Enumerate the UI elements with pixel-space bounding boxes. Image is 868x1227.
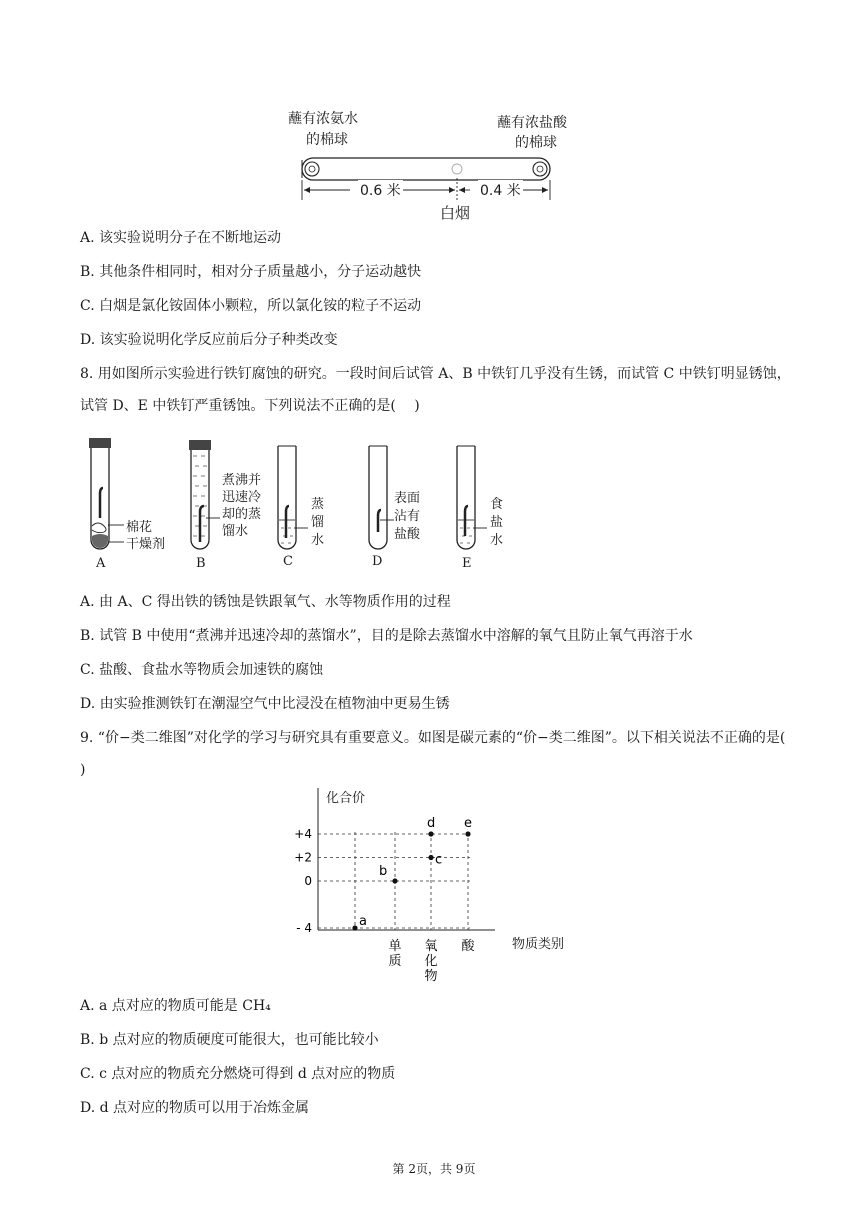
tube-b-label bbox=[222, 472, 261, 540]
right-cotton-ball bbox=[533, 162, 547, 176]
x-tick-label: 质 bbox=[388, 954, 402, 969]
tube-e-label-line3: 水 bbox=[490, 533, 504, 548]
point-c bbox=[428, 855, 433, 860]
point-label-a: a bbox=[359, 914, 367, 929]
x-axis-label: 物质类别 bbox=[512, 937, 565, 952]
tube-a-label-desiccant: 干燥剂 bbox=[126, 537, 166, 552]
q9-stem: 9. “价−类二维图”对化学的学习与研究具有重要意义。如图是碳元素的“价−类二维图”。以下相关说法不正确的是( ) bbox=[80, 730, 804, 778]
tube-b-label-line1: 煮沸并 bbox=[222, 473, 262, 488]
y-tick-label: - 4 bbox=[296, 921, 312, 935]
point-label-b: b bbox=[379, 864, 388, 879]
point-label-d: d bbox=[427, 816, 436, 831]
tube-b-letter: B bbox=[196, 556, 206, 571]
left-cotton-label-line2: 的棉球 bbox=[306, 132, 348, 148]
q7-option-d: D. 该实验说明化学反应前后分子种类改变 bbox=[80, 332, 338, 348]
tube-e bbox=[457, 446, 487, 549]
tube-d bbox=[369, 446, 394, 549]
distance-left-label: 0.6 米 bbox=[358, 180, 403, 200]
y-tick-label: +4 bbox=[294, 827, 312, 841]
left-cotton-ball bbox=[305, 162, 319, 176]
q7-option-c: C. 白烟是氯化铵固体小颗粒，所以氯化铵的粒子不运动 bbox=[80, 298, 422, 314]
tube-b bbox=[189, 440, 220, 549]
glass-tube-diagram bbox=[290, 148, 570, 208]
point-a bbox=[352, 925, 357, 930]
x-tick-label: 物 bbox=[424, 969, 438, 984]
distance-right-label: 0.4 米 bbox=[478, 180, 523, 200]
q8-stem: 8. 用如图所示实验进行铁钉腐蚀的研究。一段时间后试管 A、B 中铁钉几乎没有生锈，而试管 C 中铁钉明显锈蚀，试管 D、E 中铁钉严重锈蚀。下列说法不正确的是( ) bbox=[80, 366, 791, 414]
x-tick-label: 酸 bbox=[461, 939, 475, 954]
point-e bbox=[465, 831, 470, 836]
right-cotton-label-line1: 蘸有浓盐酸 bbox=[497, 115, 567, 131]
tube-e-letter: E bbox=[462, 556, 472, 571]
tube-c-label-line3: 水 bbox=[311, 533, 325, 548]
point-label-c: c bbox=[435, 852, 443, 868]
q8-option-a: A. 由 A、C 得出铁的锈蚀是铁跟氧气、水等物质作用的过程 bbox=[80, 594, 451, 610]
tube-d-label bbox=[394, 490, 420, 544]
q7-option-b: B. 其他条件相同时，相对分子质量越小，分子运动越快 bbox=[80, 264, 422, 280]
y-tick-labels bbox=[294, 827, 312, 935]
tube-d-letter: D bbox=[372, 554, 383, 569]
tube-d-label-line1: 表面 bbox=[394, 491, 421, 506]
tube-b-label-line2: 迅速冷 bbox=[222, 490, 262, 505]
tube-c-label bbox=[311, 496, 324, 550]
y-tick-label: 0 bbox=[304, 874, 312, 888]
q8-option-d: D. 由实验推测铁钉在潮湿空气中比浸没在植物油中更易生锈 bbox=[80, 696, 450, 712]
x-tick-label: 氧 bbox=[424, 939, 438, 954]
page-footer: 第 2页，共 9页 bbox=[392, 1162, 476, 1176]
white-smoke bbox=[452, 164, 462, 174]
valence-class-chart bbox=[280, 782, 600, 992]
y-axis-label: 化合价 bbox=[326, 791, 366, 806]
tube-a-letter: A bbox=[96, 556, 106, 571]
tube-e-label-line2: 盐 bbox=[490, 515, 504, 530]
q9-option-d: D. d 点对应的物质可以用于冶炼金属 bbox=[80, 1100, 310, 1116]
right-cotton-label-line2: 的棉球 bbox=[515, 135, 557, 151]
q8-option-c: C. 盐酸、食盐水等物质会加速铁的腐蚀 bbox=[80, 662, 324, 678]
white-smoke-label: 白烟 bbox=[440, 204, 471, 222]
left-cotton-label-line1: 蘸有浓氨水 bbox=[288, 111, 358, 127]
tube-b-label-line3: 却的蒸 bbox=[222, 507, 262, 522]
tube-a bbox=[89, 438, 124, 549]
tube-d-label-line3: 盐酸 bbox=[394, 527, 421, 542]
point-label-e: e bbox=[464, 816, 472, 831]
tube-a-label-cotton: 棉花 bbox=[126, 520, 153, 535]
q9-option-a: A. a 点对应的物质可能是 CH₄ bbox=[80, 998, 271, 1014]
chart-points bbox=[352, 816, 472, 931]
point-b bbox=[392, 878, 397, 883]
tube-c-label-line2: 馏 bbox=[311, 515, 325, 530]
point-d bbox=[428, 831, 433, 836]
tube-b-label-line4: 馏水 bbox=[222, 524, 249, 539]
q8-option-b: B. 试管 B 中使用“煮沸并迅速冷却的蒸馏水”，目的是除去蒸馏水中溶解的氧气且防止氧气再溶于水 bbox=[80, 628, 693, 644]
q9-option-b: B. b 点对应的物质硬度可能很大，也可能比较小 bbox=[80, 1032, 379, 1048]
x-tick-label: 化 bbox=[424, 954, 438, 969]
tube-c-letter: C bbox=[283, 554, 293, 569]
y-tick-label: +2 bbox=[294, 850, 312, 865]
q7-option-a: A. 该实验说明分子在不断地运动 bbox=[80, 230, 282, 246]
tube-e-label-line1: 食 bbox=[490, 497, 504, 512]
tube-d-label-line2: 沾有 bbox=[394, 509, 421, 524]
x-tick-labels bbox=[388, 939, 475, 984]
q9-option-c: C. c 点对应的物质充分燃烧可得到 d 点对应的物质 bbox=[80, 1066, 396, 1082]
tube-c-label-line1: 蒸 bbox=[311, 497, 325, 512]
tube-e-label bbox=[490, 496, 503, 550]
x-tick-label: 单 bbox=[388, 939, 402, 954]
tube-c bbox=[278, 446, 308, 549]
